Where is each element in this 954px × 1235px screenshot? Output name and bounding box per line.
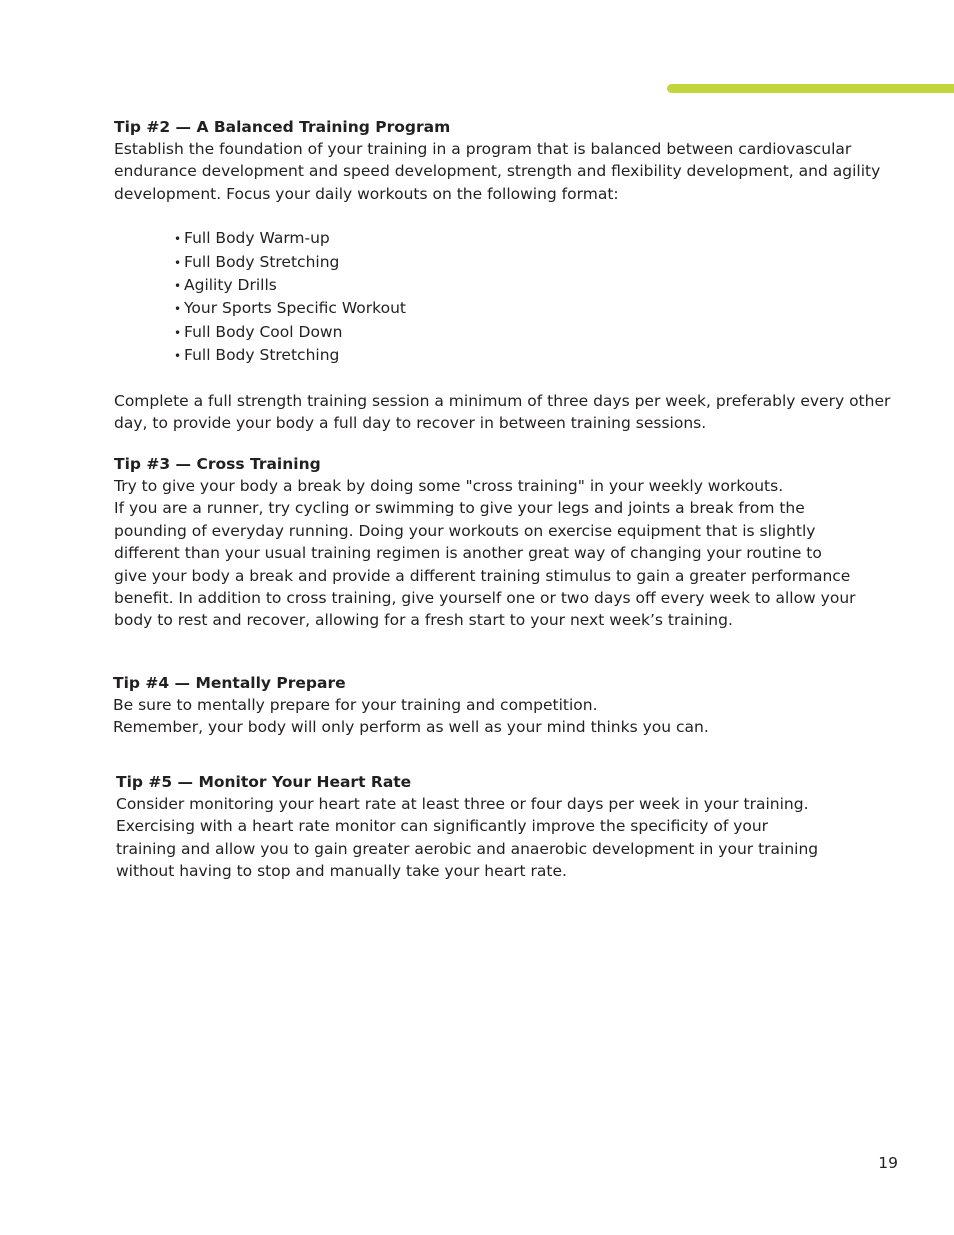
tip-2-title: Tip #2 — A Balanced Training Program	[114, 118, 451, 136]
tip-4-section	[113, 672, 903, 739]
tip-4-title: Tip #4 — Mentally Prepare	[113, 674, 346, 692]
tip-5-line: training and allow you to gain greater aerobic and anaerobic development in your training	[116, 839, 819, 858]
header-accent-bar	[667, 84, 954, 93]
bullet-icon: •	[174, 325, 182, 340]
list-item-text: Your Sports Specific Workout	[184, 299, 406, 318]
tip-5-section	[116, 771, 906, 883]
tip-3-line: give your body a break and provide a different training stimulus to gain a greater performance	[114, 566, 851, 585]
tip-2-intro-line: Establish the foundation of your training in a program that is balanced between cardiovascular	[114, 140, 852, 158]
list-item-text: Full Body Warm-up	[184, 229, 330, 248]
list-item-text: Full Body Stretching	[184, 252, 340, 271]
list-item-text: Full Body Cool Down	[184, 322, 343, 341]
tip-2-format-list	[174, 227, 904, 367]
bullet-icon: •	[174, 255, 182, 270]
tip-3-line: pounding of everyday running. Doing your workouts on exercise equipment that is slightly	[114, 521, 816, 540]
list-item-text: Full Body Stretching	[184, 346, 340, 365]
list-item-text: Agility Drills	[184, 276, 277, 295]
tip-3-line: different than your usual training regimen is another great way of changing your routine to	[114, 544, 822, 563]
tip-2-intro-line: endurance development and speed development, strength and flexibility development, and agility	[114, 162, 881, 181]
bullet-icon: •	[174, 302, 182, 317]
list-item	[174, 274, 904, 297]
list-item	[174, 251, 904, 274]
page-number: 19	[878, 1154, 898, 1172]
list-item	[174, 297, 904, 320]
list-item	[174, 321, 904, 344]
tip-3-line: body to rest and recover, allowing for a fresh start to your next week’s training.	[114, 611, 733, 630]
tip-3-section	[114, 453, 904, 632]
tip-5-line: without having to stop and manually take your heart rate.	[116, 862, 567, 881]
spacer	[114, 368, 904, 390]
tip-5-title: Tip #5 — Monitor Your Heart Rate	[116, 773, 412, 791]
tip-2-section	[114, 116, 904, 434]
tip-3-title: Tip #3 — Cross Training	[114, 455, 321, 473]
tip-5-line: Exercising with a heart rate monitor can significantly improve the specificity of your	[116, 817, 769, 836]
tip-3-line: Try to give your body a break by doing some "cross training" in your weekly workouts.	[114, 477, 784, 495]
list-item	[174, 227, 904, 250]
bullet-icon: •	[174, 279, 182, 294]
list-item	[174, 344, 904, 367]
tip-2-outro-line: Complete a full strength training session a minimum of three days per week, preferably every other	[114, 391, 891, 410]
tip-2-outro-line: day, to provide your body a full day to recover in between training sessions.	[114, 414, 707, 433]
tip-4-line: Remember, your body will only perform as well as your mind thinks you can.	[113, 718, 709, 737]
tip-3-line: If you are a runner, try cycling or swimming to give your legs and joints a break from the	[114, 499, 805, 518]
tip-2-intro-line: development. Focus your daily workouts on the following format:	[114, 184, 619, 203]
bullet-icon: •	[174, 349, 182, 364]
bullet-icon: •	[174, 232, 182, 247]
tip-5-line: Consider monitoring your heart rate at least three or four days per week in your training.	[116, 795, 809, 813]
tip-4-line: Be sure to mentally prepare for your training and competition.	[113, 696, 598, 714]
tip-3-line: benefit. In addition to cross training, give yourself one or two days off every week to allow your	[114, 589, 856, 608]
